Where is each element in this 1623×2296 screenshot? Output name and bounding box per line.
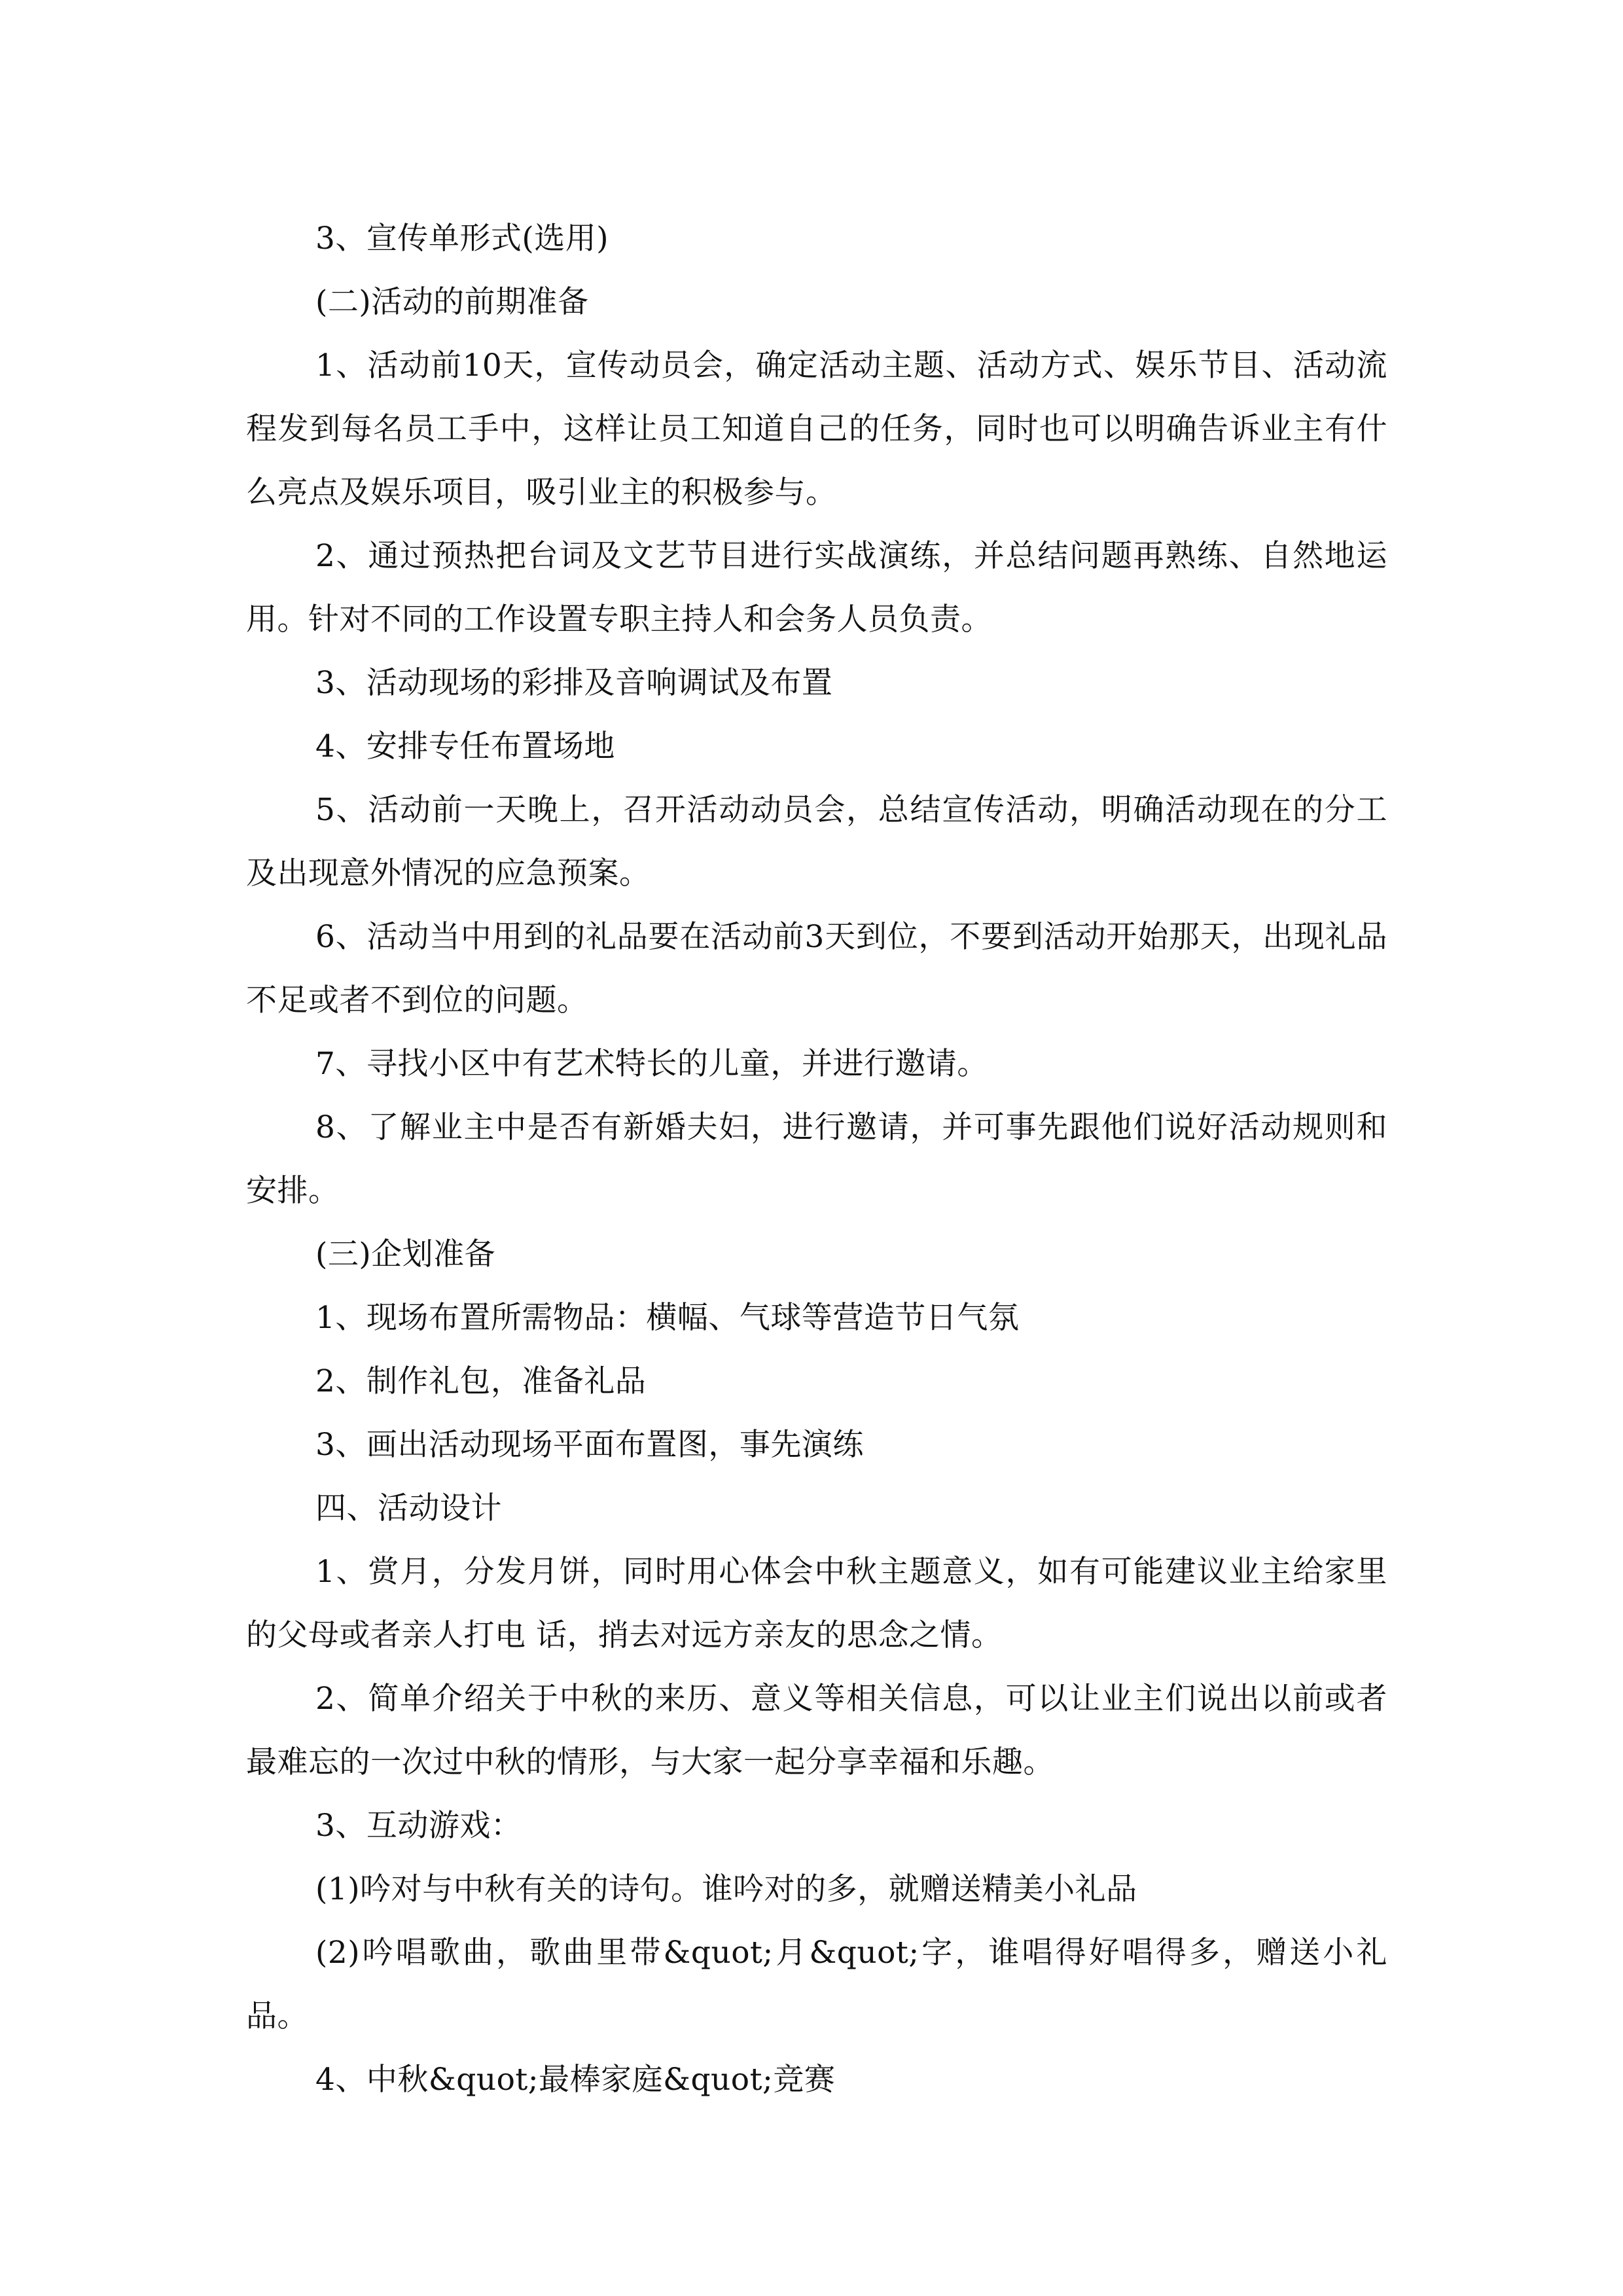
paragraph-prep-4: 4、安排专任布置场地 <box>315 728 615 764</box>
heading-planning: (三)企划准备 <box>315 1236 496 1272</box>
paragraph-prep-6: 6、活动当中用到的礼品要在活动前3天到位，不要到活动开始那天，出现礼品不足或者不到位的问题。 <box>246 919 1387 1018</box>
paragraph-game-1: (1)吟对与中秋有关的诗句。谁吟对的多，就赠送精美小礼品 <box>315 1871 1137 1907</box>
paragraph-prep-1: 1、活动前10天，宣传动员会，确定活动主题、活动方式、娱乐节目、活动流程发到每名员工手中，这样让员工知道自己的任务，同时也可以明确告诉业主有什么亮点及娱乐项目，吸引业主的积极参与。 <box>246 348 1387 511</box>
document-body <box>246 207 1387 2111</box>
paragraph-planning-1: 1、现场布置所需物品：横幅、气球等营造节日气氛 <box>315 1300 1020 1336</box>
paragraph-planning-3: 3、画出活动现场平面布置图，事先演练 <box>315 1427 864 1463</box>
heading-preparation: (二)活动的前期准备 <box>315 284 589 320</box>
paragraph-design-2: 2、简单介绍关于中秋的来历、意义等相关信息，可以让业主们说出以前或者最难忘的一次过中秋的情形，与大家一起分享幸福和乐趣。 <box>246 1681 1387 1780</box>
paragraph-design-4: 4、中秋&quot;最棒家庭&quot;竞赛 <box>315 2062 836 2098</box>
paragraph-game-2: (2)吟唱歌曲，歌曲里带&quot;月&quot;字，谁唱得好唱得多，赠送小礼品。 <box>246 1935 1387 2034</box>
paragraph-flyer-format: 3、宣传单形式(选用) <box>315 221 609 257</box>
paragraph-prep-5: 5、活动前一天晚上，召开活动动员会，总结宣传活动，明确活动现在的分工及出现意外情况的应急预案。 <box>246 792 1387 891</box>
heading-activity-design: 四、活动设计 <box>315 1490 502 1526</box>
paragraph-prep-7: 7、寻找小区中有艺术特长的儿童，并进行邀请。 <box>315 1046 988 1082</box>
paragraph-prep-2: 2、通过预热把台词及文艺节目进行实战演练，并总结问题再熟练、自然地运用。针对不同的工作设置专职主持人和会务人员负责。 <box>246 538 1387 637</box>
paragraph-planning-2: 2、制作礼包，准备礼品 <box>315 1363 647 1399</box>
paragraph-design-1: 1、赏月，分发月饼，同时用心体会中秋主题意义，如有可能建议业主给家里的父母或者亲人打电 话，捎去对远方亲友的思念之情。 <box>246 1554 1387 1653</box>
paragraph-prep-3: 3、活动现场的彩排及音响调试及布置 <box>315 665 833 701</box>
paragraph-design-3: 3、互动游戏： <box>315 1808 522 1844</box>
paragraph-prep-8: 8、了解业主中是否有新婚夫妇，进行邀请，并可事先跟他们说好活动规则和安排。 <box>246 1109 1387 1209</box>
